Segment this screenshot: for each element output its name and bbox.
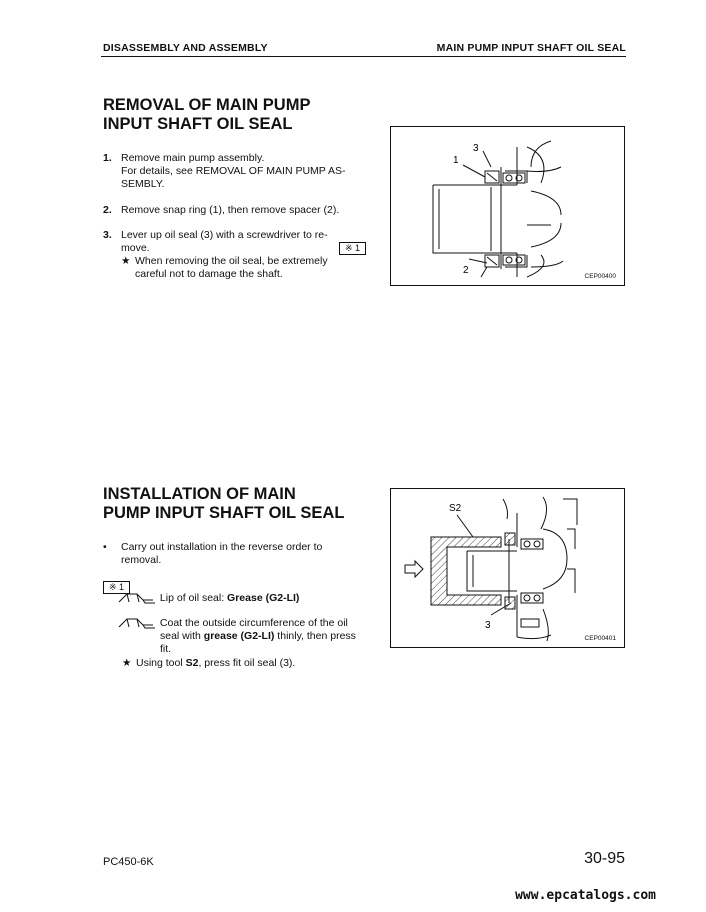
- step-text: Remove main pump assembly.: [121, 152, 265, 164]
- grease-gun-icon: [117, 592, 157, 604]
- reference-mark: ※ 1: [339, 242, 366, 255]
- lip-grease-spec: Grease (G2-LI): [227, 592, 300, 604]
- step-text: move.: [121, 242, 150, 254]
- coat-text: fit.: [160, 643, 172, 655]
- star-icon: ★: [121, 255, 131, 267]
- tool-name: S2: [185, 657, 199, 669]
- note-text: When removing the oil seal, be extremely: [135, 255, 328, 267]
- callout-2: 2: [463, 265, 469, 276]
- lip-text: Lip of oil seal:: [159, 592, 228, 604]
- note-text: careful not to damage the shaft.: [135, 268, 283, 280]
- installation-figure: [390, 488, 625, 648]
- coat-grease-block: [117, 617, 377, 656]
- removal-title-line1: REMOVAL OF MAIN PUMP: [103, 96, 311, 114]
- reference-mark: ※ 1: [103, 581, 130, 594]
- step-text: SEMBLY.: [121, 178, 165, 190]
- header-topic-label: MAIN PUMP INPUT SHAFT OIL SEAL: [436, 42, 626, 54]
- header-section-label: DISASSEMBLY AND ASSEMBLY: [103, 42, 268, 54]
- removal-step-3: [103, 229, 366, 281]
- grease-gun-icon: [117, 617, 157, 629]
- removal-title: [103, 96, 393, 134]
- page-number: 30-95: [584, 850, 625, 867]
- callout-s2: S2: [449, 503, 462, 514]
- callout-1: 1: [453, 155, 459, 166]
- lip-grease-line: [117, 592, 377, 605]
- tool-note: [122, 657, 382, 670]
- bullet-text: removal.: [121, 554, 162, 566]
- figure-code: CEP00401: [584, 635, 616, 642]
- step-text: Remove snap ring (1), then remove spacer (2).: [121, 204, 340, 216]
- star-icon: ★: [122, 657, 132, 669]
- bullet-text: Carry out installation in the reverse order to: [121, 541, 323, 553]
- model-number: PC450-6K: [103, 856, 154, 868]
- step-number: 2.: [103, 204, 112, 216]
- step-number: 3.: [103, 229, 112, 241]
- removal-step-2: [103, 204, 366, 217]
- watermark: www.epcatalogs.com: [515, 888, 656, 903]
- tool-text: , press fit oil seal (3).: [198, 657, 296, 669]
- installation-title-line1: INSTALLATION OF MAIN: [103, 485, 296, 503]
- coat-grease-spec: grease (G2-LI): [203, 630, 275, 642]
- callout-3: 3: [485, 620, 491, 631]
- step-text: Lever up oil seal (3) with a screwdriver to re-: [121, 229, 328, 241]
- coat-text: seal with: [160, 630, 204, 642]
- removal-title-line2: INPUT SHAFT OIL SEAL: [103, 115, 293, 133]
- bullet-icon: •: [103, 541, 107, 553]
- figure-code: CEP00400: [584, 273, 616, 280]
- removal-figure: [390, 126, 625, 286]
- tool-text: Using tool: [136, 657, 186, 669]
- pump-seal-installation-diagram: [391, 489, 624, 647]
- removal-step-1: [103, 152, 366, 191]
- coat-text: thinly, then press: [274, 630, 356, 642]
- installation-bullet: [103, 541, 366, 567]
- installation-title-line2: PUMP INPUT SHAFT OIL SEAL: [103, 504, 345, 522]
- step-number: 1.: [103, 152, 112, 164]
- callout-3: 3: [473, 143, 479, 154]
- installation-title: [103, 485, 393, 523]
- header-rule: [101, 56, 626, 57]
- pump-seal-removal-diagram: [391, 127, 624, 285]
- step-text: For details, see REMOVAL OF MAIN PUMP AS-: [121, 165, 346, 177]
- coat-text: Coat the outside circumference of the oil: [159, 617, 348, 629]
